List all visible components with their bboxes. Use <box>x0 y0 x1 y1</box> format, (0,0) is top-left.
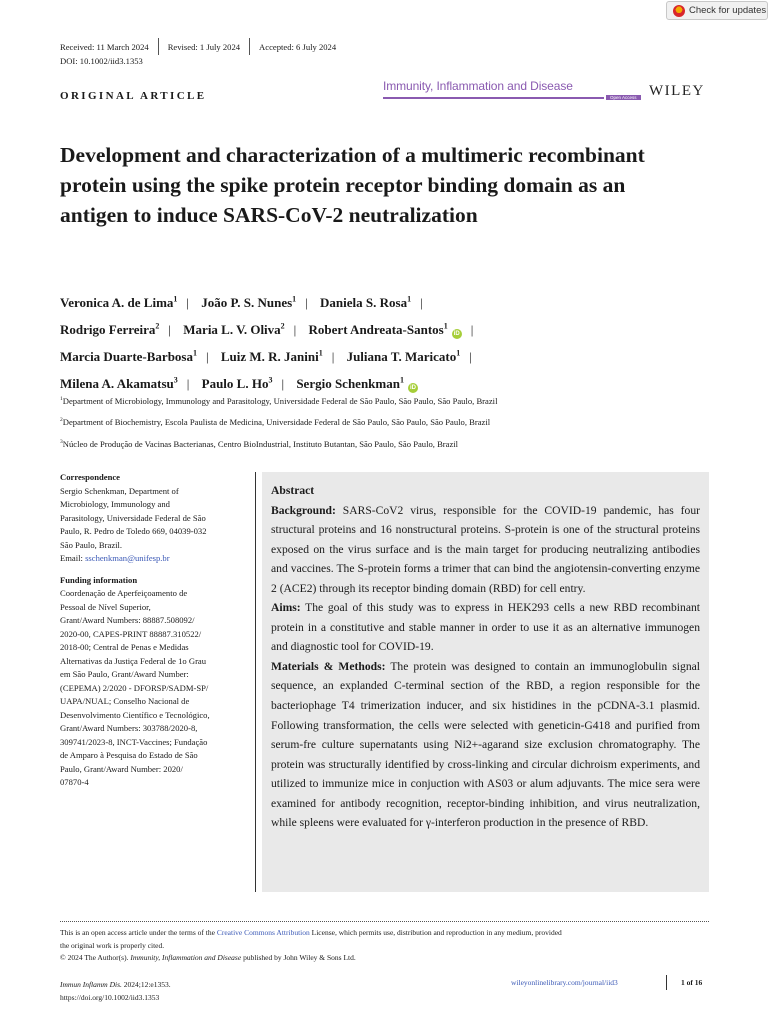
affiliation: $^3$Núcleo de Produção de Vacinas Bacterianas, Centro BioIndustrial, Instituto Butantan, São Paulo, São Paulo, Brazil <box>60 438 459 449</box>
divider <box>158 38 159 55</box>
correspondence-block <box>60 471 252 566</box>
journal-site-link[interactable]: wileyonlinelibrary.com/journal/iid3 <box>511 978 618 987</box>
author[interactable]: Robert Andreata-Santos$^1$iD <box>308 321 460 338</box>
divider <box>666 975 667 990</box>
license-line: This is an open access article under the terms of the Creative Commons Attribution License, which permits use, distribution and reproduction in any medium, provided <box>60 928 562 937</box>
column-divider <box>255 472 256 892</box>
affiliations <box>60 390 497 454</box>
orcid-icon[interactable]: iD <box>409 384 416 391</box>
correspondence-line: São Paulo, Brazil. <box>60 539 123 550</box>
author[interactable]: Rodrigo Ferreira$^2$ <box>60 321 160 338</box>
revised-date: Revised: 1 July 2024 <box>167 41 241 52</box>
correspondence-line: Parasitology, Universidade Federal de São <box>60 512 206 523</box>
journal-underline <box>383 97 604 99</box>
received-date: Received: 11 March 2024 <box>60 41 149 52</box>
abstract-aims: Aims: The goal of this study was to express in HEK293 cells a new RBD recombinant protein in a constitutive and stable manner in order to use it as an alternative immunogen and diagnostic tool for COVID-19. <box>271 601 700 654</box>
abstract-heading: Abstract <box>271 484 315 497</box>
email-link[interactable]: sschenkman@unifesp.br <box>85 553 170 563</box>
author[interactable]: Sergio Schenkman$^1$iD <box>296 375 416 391</box>
journal-name: Immunity, Inflammation and Disease <box>383 79 573 93</box>
copyright-line: © 2024 The Author(s). Immunity, Inflammation and Disease published by John Wiley & Sons Ltd. <box>60 953 356 962</box>
abstract-background: Background: SARS-CoV2 virus, responsible for the COVID-19 pandemic, has four structural proteins and 16 nonstructural proteins. S-protein is one of the structural proteins exposed on the virus surface and is the main target for producing neutralizing antibodies and vaccines. The S-protein forms a trimer that can bind the angiotensin-converting enzyme 2 (ACE2) through its receptor binding domain (RBD) for cell entry. <box>271 503 700 595</box>
funding-line: Coordenação de Aperfeiçoamento de <box>60 588 188 598</box>
affiliation: $^1$Department of Microbiology, Immunology and Parasitology, Universidade Federal de São Paulo, São Paulo, São Paulo, Brazil <box>60 395 498 406</box>
author[interactable]: Milena A. Akamatsu$^3$ <box>60 375 178 391</box>
funding-line: Paulo, Grant/Award Number: 2020/ <box>60 763 183 774</box>
check-for-updates-label: Check for updates <box>689 5 767 16</box>
check-for-updates-button[interactable] <box>666 1 768 20</box>
correspondence-line: Sergio Schenkman, Department of <box>60 485 179 496</box>
funding-line: 07870-4 <box>60 777 89 787</box>
correspondence-heading: Correspondence <box>60 472 120 482</box>
funding-line: (CEPEMA) 2/2020 - DFORSP/SADM-SP/ <box>60 682 209 693</box>
funding-line: em São Paulo, Grant/Award Number: <box>60 669 189 679</box>
citation-line: Immun Inflamm Dis. 2024;12:e1353. <box>60 980 171 989</box>
funding-heading: Funding information <box>60 574 138 585</box>
author[interactable]: Luiz M. R. Janini$^1$ <box>220 348 323 364</box>
article-type: ORIGINAL ARTICLE <box>60 90 207 102</box>
publisher-logo: WILEY <box>649 83 705 99</box>
correspondence-line: Paulo, R. Pedro de Toledo 669, 04039-032 <box>60 526 207 536</box>
funding-line: UAPA/NUAL; Conselho Nacional de <box>60 696 190 706</box>
funding-line: 2020-00, CAPES-PRINT 88887.310522/ <box>60 628 202 639</box>
funding-line: 309741/2023-8, INCT-Vaccines; Fundação <box>60 736 208 747</box>
abstract-methods: Materials & Methods: The protein was designed to contain an immunoglobulin signal sequence, an explanded C-terminal section of the RBD, a region responsible for the bacteriophage T4 trimerization inducer, and six histidines in the pCDNA-3.1 plasmid. Following transformation, the cells were selected with geneticin-G418 and purified from serum-fre culture supernatants using Ni2+-agarand size exclusion chromatography. The protein was structurally identified by cross-linking and circular dichroism experiments, and utilized to immunize mice in conjuction with AS03 or alum adjuvants. The mice sera were examined for antibody recognition, receptor-binding inhibition, and virus neutralization, while spleens were evaluated for γ-interferon production in the presence of RBD. <box>271 659 700 830</box>
funding-block <box>60 574 252 790</box>
correspondence-line: Microbiology, Immunology and <box>60 499 170 509</box>
abstract-panel <box>262 472 709 892</box>
author-list: Veronica A. de Lima$^1$ | João P. S. Nunes$^1$ | Daniela S. Rosa$^1$ | Rodrigo Ferreira$^2$ | Maria L. V. Oliva$^2$ | Robert Andreata-Santos$^1$iD | Marcia Duarte-Barbosa$^1$ | Luiz M. R. Janini$^1$ | Juliana T. Maricato$^1$ | Milena A. Akamatsu$^3$ | Paulo L. Ho$^3$ | Sergio Schenkman$^1$iD <box>60 295 474 391</box>
funding-line: Desenvolvimento Científico e Tecnológico, <box>60 709 210 720</box>
funding-line: Pessoal de Nível Superior, <box>60 601 151 612</box>
sidebar-info <box>60 471 252 798</box>
accepted-date: Accepted: 6 July 2024 <box>259 41 337 52</box>
doi-text: DOI: 10.1002/iid3.1353 <box>60 56 143 66</box>
author[interactable]: Marcia Duarte-Barbosa$^1$ <box>60 348 197 364</box>
author[interactable]: Paulo L. Ho$^3$ <box>201 375 273 391</box>
author[interactable]: João P. S. Nunes$^1$ <box>201 295 297 311</box>
funding-line: 2018-00; Central de Penas e Medidas <box>60 642 189 652</box>
open-access-badge: Open Access <box>606 95 641 100</box>
author[interactable]: Juliana T. Maricato$^1$ <box>346 348 461 364</box>
license-text <box>60 927 710 965</box>
funding-line: de Amparo à Pesquisa do Estado de São <box>60 750 198 760</box>
footer-divider <box>60 921 709 922</box>
funding-line: Alternativas da Justiça Federal de 1o Grau <box>60 655 207 666</box>
cc-license-link[interactable]: Creative Commons Attribution <box>216 928 310 937</box>
correspondence-email-row: Email: sschenkman@unifesp.br <box>60 553 170 563</box>
author[interactable]: Veronica A. de Lima$^1$ <box>60 295 178 311</box>
author[interactable]: Maria L. V. Oliva$^2$ <box>183 321 285 338</box>
orcid-icon[interactable]: iD <box>453 331 460 338</box>
article-title: Development and characterization of a multimeric recombinant protein using the spike protein receptor binding domain as an antigen to induce SARS-CoV-2 neutralization <box>60 143 645 227</box>
page-number: 1 of 16 <box>681 978 703 987</box>
divider <box>249 38 250 55</box>
article-history <box>60 38 336 55</box>
doi-url[interactable]: https://doi.org/10.1002/iid3.1353 <box>60 993 160 1002</box>
author[interactable]: Daniela S. Rosa$^1$ <box>320 295 412 311</box>
funding-line: Grant/Award Numbers: 88887.508092/ <box>60 615 195 625</box>
crossmark-icon <box>673 5 685 17</box>
affiliation: $^2$Department of Biochemistry, Escola Paulista de Medicina, Universidade Federal de São Paulo, São Paulo, São Paulo, Brazil <box>60 417 491 428</box>
license-line: the original work is properly cited. <box>60 940 165 950</box>
citation <box>60 978 171 1004</box>
funding-line: Grant/Award Numbers: 303788/2020-8, <box>60 723 198 733</box>
